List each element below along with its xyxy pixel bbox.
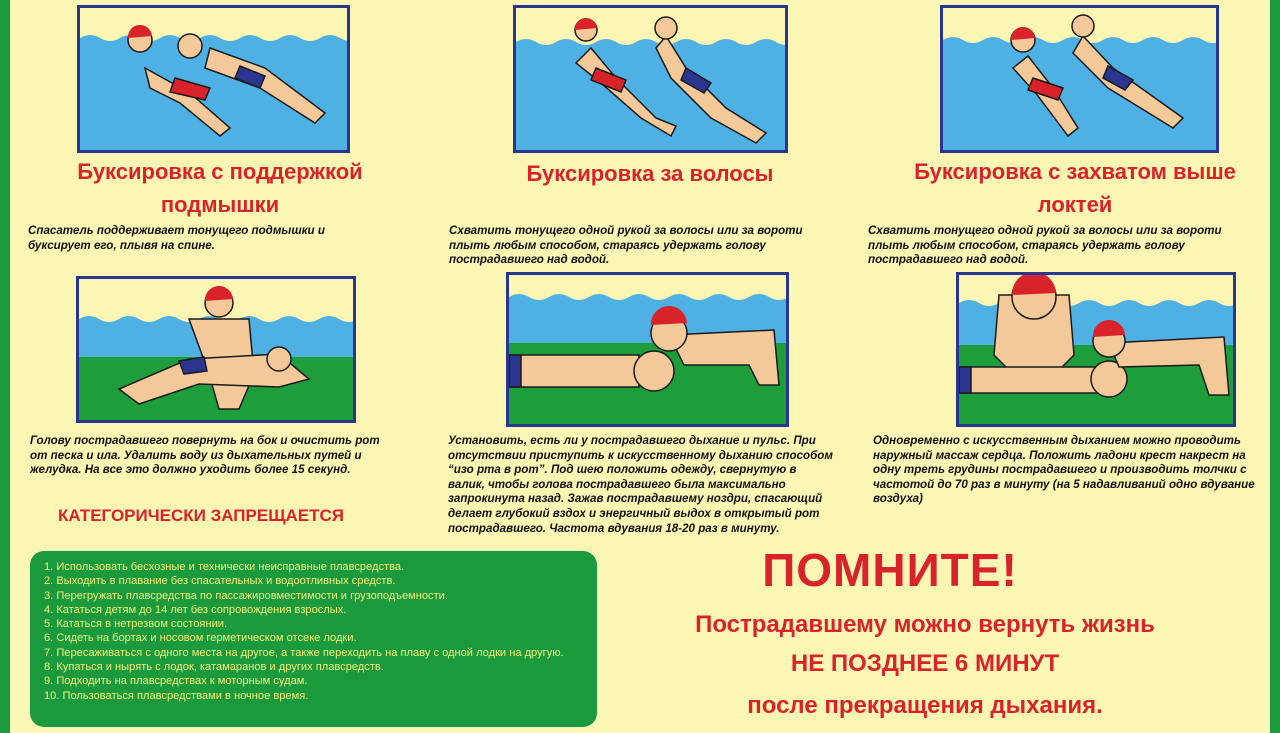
panel-5-description: Установить, есть ли у пострадавшего дыхание и пульс. При отсутствии приступить к искусственному дыханию способом “изо рта в рот”. Под шею положить одежду, свернутую в валик, чтобы голова пострадавшего была максимально запрокинута назад. Зажав пострадавшему ноздри, спасающий делает глубокий вздох и энергичный выдох в открытый рот пострадавшего. Частота вдувания 18-20 раз в минуту. [448, 434, 833, 535]
list-item: 6. Сидеть на бортах и носовом герметическом отсеке лодки. [44, 632, 357, 645]
list-item: 2. Выходить в плавание без спасательных и водоотливных средств. [44, 575, 396, 588]
remember-line-1: Пострадавшему можно вернуть жизнь [695, 611, 1155, 638]
remember-line-3: после прекращения дыхания. [747, 692, 1103, 719]
list-item: 8. Купаться и нырять с лодок, катамаранов и других плавсредств. [44, 661, 384, 674]
list-item: 5. Кататься в нетрезвом состоянии. [44, 618, 228, 631]
panel-4-description: Голову пострадавшего повернуть на бок и очистить рот от песка и ила. Удалить воду из дыхательных путей и желудка. На все это должно уходить более 15 секунд. [30, 434, 380, 477]
remember-heading: ПОМНИТЕ! [762, 544, 1018, 596]
list-item: 9. Подходить на плавсредствах к моторным судам. [44, 675, 308, 688]
remember-line-2: НЕ ПОЗДНЕЕ 6 МИНУТ [790, 650, 1060, 677]
poster [10, 0, 1270, 733]
panel-3-description: Схватить тонущего одной рукой за волосы или за вороти плыть любым способом, стараясь удержать голову пострадавшего над водой. [868, 224, 1222, 267]
list-item: 7. Пересаживаться с одного места на другое, а также переходить на плаву с одной лодки на другую. [44, 646, 564, 659]
panel-6-description: Одновременно с искусственным дыханием можно проводить наружный массаж сердца. Положить ладони крест накрест на одну треть грудины пострадавшего и производить толчки с частотой до 70 раз в минуту (на 5 надавливаний одно вдувание воздуха) [873, 434, 1255, 506]
illustration-tow-elbows [940, 5, 1219, 153]
forbidden-heading: КАТЕГОРИЧЕСКИ ЗАПРЕЩАЕТСЯ [58, 506, 345, 525]
list-item: 10. Пользоваться плавсредствами в ночное время. [44, 689, 309, 702]
forbidden-list-box [30, 551, 597, 727]
panel-2-title: Буксировка за волосы [526, 161, 774, 186]
panel-2-description: Схватить тонущего одной рукой за волосы или за вороти плыть любым способом, стараясь удержать голову пострадавшего над водой. [449, 224, 803, 267]
illustration-tow-hair [513, 5, 788, 153]
list-item: 1. Использовать бесхозные и технически неисправные плавсредства. [44, 561, 405, 573]
panel-1-title: Буксировка с поддержкой подмышки [77, 159, 363, 217]
panel-1-description: Спасатель поддерживает тонущего подмышки и буксирует его, плывя на спине. [28, 224, 325, 252]
illustration-mouth-to-mouth [506, 272, 789, 427]
forbidden-list [44, 560, 587, 703]
illustration-clear-airways [76, 276, 356, 423]
illustration-heart-massage [956, 272, 1236, 427]
illustration-tow-armpit [77, 5, 350, 153]
list-item: 4. Кататься детям до 14 лет без сопровождения взрослых. [44, 603, 347, 616]
panel-3-title: Буксировка с захватом выше локтей [914, 159, 1236, 217]
list-item: 3. Перегружать плавсредства по пассажировместимости и грузоподъемности. [44, 589, 448, 602]
